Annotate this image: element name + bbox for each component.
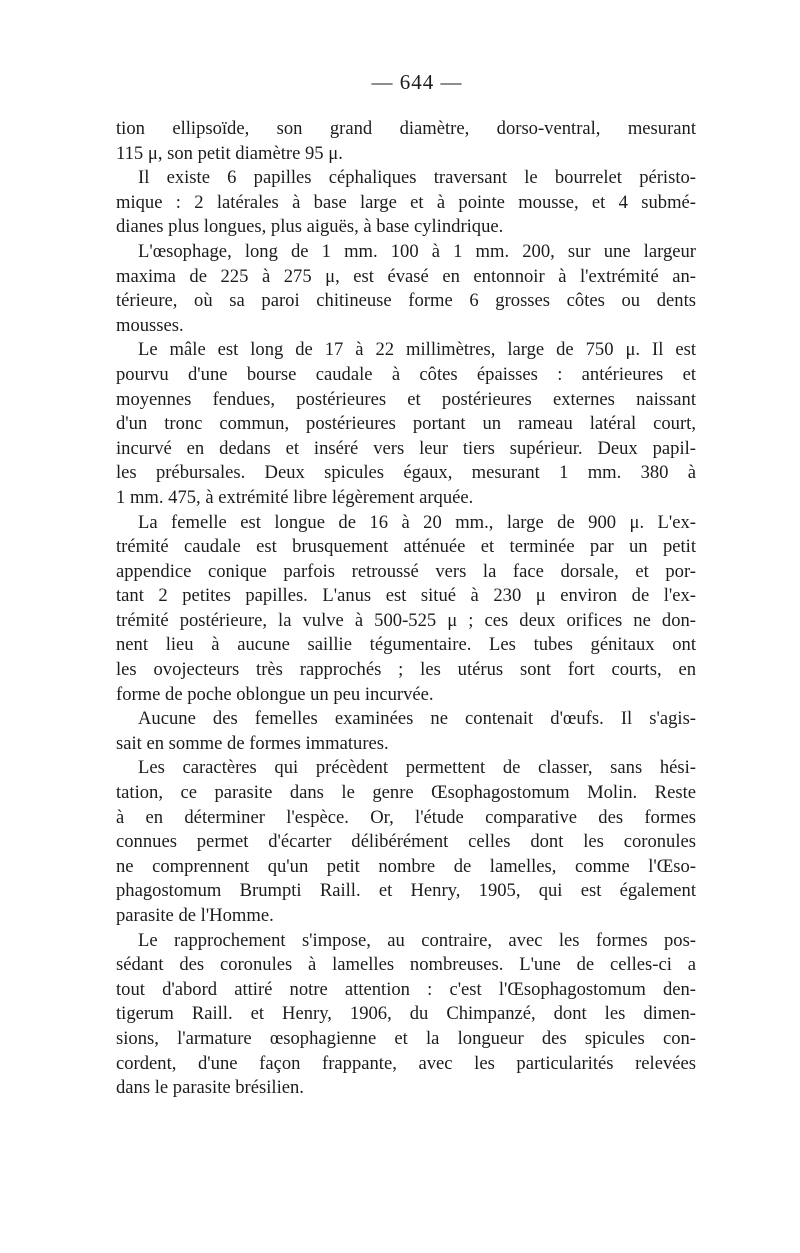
document-page <box>116 70 696 1101</box>
text-line: d'un tronc commun, postérieures portant un rameau latéral court, <box>116 413 696 435</box>
text-line: térieure, où sa paroi chitineuse forme 6 grosses côtes ou dents <box>116 290 696 312</box>
text-line: moyennes fendues, postérieures et postérieures externes naissant <box>116 388 696 410</box>
text-line: nent lieu à aucune saillie tégumentaire. Les tubes génitaux ont <box>116 634 696 656</box>
paragraph-3 <box>116 240 696 338</box>
text-line: phagostomum Brumpti Raill. et Henry, 1905, qui est également <box>116 880 696 902</box>
text-line: sions, l'armature œsophagienne et la longueur des spicules con- <box>116 1027 696 1049</box>
text-line: tation, ce parasite dans le genre Œsophagostomum Molin. Reste <box>116 782 696 804</box>
text-line: tant 2 petites papilles. L'anus est situé à 230 μ environ de l'ex- <box>116 585 696 607</box>
text-line: maxima de 225 à 275 μ, est évasé en entonnoir à l'extrémité an- <box>116 265 696 287</box>
page-number: — 644 — <box>371 70 463 94</box>
text-line: incurvé en dedans et inséré vers leur tiers supérieur. Deux papil- <box>116 437 696 459</box>
text-line: L'œsophage, long de 1 mm. 100 à 1 mm. 200, sur une largeur <box>138 240 696 262</box>
paragraph-5 <box>116 511 696 708</box>
text-line: sait en somme de formes immatures. <box>116 732 389 754</box>
paragraph-7 <box>116 756 696 928</box>
text-line: tigerum Raill. et Henry, 1906, du Chimpanzé, dont les dimen- <box>116 1003 696 1025</box>
text-line: dianes plus longues, plus aiguës, à base cylindrique. <box>116 216 504 238</box>
text-line: trémité postérieure, la vulve à 500-525 μ ; ces deux orifices ne don- <box>116 609 696 631</box>
text-line: Le mâle est long de 17 à 22 millimètres, large de 750 μ. Il est <box>138 339 696 361</box>
text-line: sédant des coronules à lamelles nombreuses. L'une de celles-ci a <box>116 954 696 976</box>
text-line: forme de poche oblongue un peu incurvée. <box>116 683 434 705</box>
text-line: cordent, d'une façon frappante, avec les particularités relevées <box>116 1052 696 1074</box>
text-line: mique : 2 latérales à base large et à pointe mousse, et 4 submé- <box>116 191 696 213</box>
text-line: Les caractères qui précèdent permettent de classer, sans hési- <box>138 757 696 779</box>
paragraph-4 <box>116 338 696 510</box>
text-line: La femelle est longue de 16 à 20 mm., large de 900 μ. L'ex- <box>138 511 696 533</box>
text-line: parasite de l'Homme. <box>116 905 274 926</box>
text-line: les ovojecteurs très rapprochés ; les utérus sont fort courts, en <box>116 659 696 681</box>
text-line: 1 mm. 475, à extrémité libre légèrement arquée. <box>116 486 474 508</box>
text-line: Il existe 6 papilles céphaliques traversant le bourrelet péristo- <box>138 167 696 189</box>
text-line: 115 μ, son petit diamètre 95 μ. <box>116 142 343 164</box>
text-line: tion ellipsoïde, son grand diamètre, dorso-ventral, mesurant <box>116 118 696 139</box>
text-line: trémité caudale est brusquement atténuée et terminée par un petit <box>116 536 696 558</box>
paragraph-8 <box>116 929 696 1101</box>
text-line: ne comprennent qu'un petit nombre de lamelles, comme l'Œso- <box>116 855 696 877</box>
text-line: dans le parasite brésilien. <box>116 1077 304 1099</box>
text-line: tout d'abord attiré notre attention : c'est l'Œsophagostomum den- <box>116 978 696 1000</box>
text-line: Aucune des femelles examinées ne contenait d'œufs. Il s'agis- <box>138 708 696 730</box>
text-line: connues permet d'écarter délibérément celles dont les coronules <box>116 831 696 853</box>
text-line: mousses. <box>116 314 184 336</box>
text-line: pourvu d'une bourse caudale à côtes épaisses : antérieures et <box>116 363 696 385</box>
text-line: Le rapprochement s'impose, au contraire, avec les formes pos- <box>138 929 696 951</box>
paragraph-6 <box>116 707 696 756</box>
text-line: les prébursales. Deux spicules égaux, mesurant 1 mm. 380 à <box>116 462 696 484</box>
paragraph-1 <box>116 117 696 166</box>
text-line: appendice conique parfois retroussé vers la face dorsale, et por- <box>116 560 696 582</box>
paragraph-2 <box>116 166 696 240</box>
text-line: à en déterminer l'espèce. Or, l'étude comparative des formes <box>116 806 696 828</box>
